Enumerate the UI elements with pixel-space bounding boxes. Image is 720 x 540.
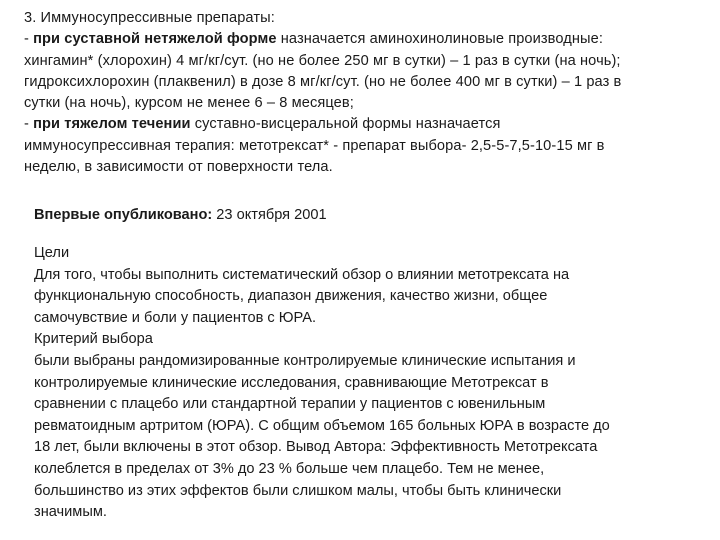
severe-form-line: - при тяжелом течении суставно-висцеральной формы назначается <box>24 116 501 133</box>
abstract-line: самочувствие и боли у пациентов с ЮРА. <box>34 309 317 326</box>
paragraph-line: гидроксихлорохин (плаквенил) в дозе 8 мг/кг/сут. (но не более 400 мг в сутки) – 1 раз в <box>24 73 622 90</box>
abstract-line: 18 лет, были включены в этот обзор. Вывод Автора: Эффективность Метотрексата <box>34 439 598 456</box>
abstract-line: были выбраны рандомизированные контролируемые клинические испытания и <box>34 352 576 369</box>
immunosuppressive-section <box>24 8 714 178</box>
mild-form-bold: при суставной нетяжелой форме <box>33 31 277 48</box>
abstract-line: Для того, чтобы выполнить систематический обзор о влиянии метотрексата на <box>34 266 570 283</box>
paragraph-line: неделю, в зависимости от поверхности тела. <box>24 159 333 176</box>
paragraph-line: иммуносупрессивная терапия: метотрексат* - препарат выбора- 2,5-5-7,5-10-15 мг в <box>24 137 605 154</box>
paragraph-line: сутки (на ночь), курсом не менее 6 – 8 месяцев; <box>24 95 354 112</box>
published-line <box>34 205 714 226</box>
abstract-section <box>34 243 714 524</box>
section-heading: 3. Иммуносупрессивные препараты: <box>24 10 275 26</box>
abstract-line: колеблется в пределах от 3% до 23 % больше чем плацебо. Тем не менее, <box>34 460 545 477</box>
mild-form-line: - при суставной нетяжелой форме назначается аминохинолиновые производные: <box>24 31 603 48</box>
paragraph-line: хингамин* (хлорохин) 4 мг/кг/сут. (но не более 250 мг в сутки) – 1 раз в сутки (на ночь); <box>24 52 621 69</box>
severe-form-bold: при тяжелом течении <box>33 116 191 133</box>
abstract-line: ревматоидным артритом (ЮРА). С общим объемом 165 больных ЮРА в возрасте до <box>34 417 610 434</box>
published-label: Впервые опубликовано: <box>34 207 213 223</box>
abstract-line: функциональную способность, диапазон движения, качество жизни, общее <box>34 288 548 305</box>
abstract-line: значимым. <box>34 504 107 521</box>
published-date: 23 октября 2001 <box>212 207 327 223</box>
abstract-line: Цели <box>34 245 70 261</box>
abstract-line: большинство из этих эффектов были слишком малы, чтобы быть клинически <box>34 482 562 499</box>
abstract-line: контролируемые клинические исследования, сравнивающие Метотрексат в <box>34 374 549 391</box>
abstract-line: Критерий выбора <box>34 331 153 348</box>
abstract-line: сравнении с плацебо или стандартной терапии у пациентов с ювенильным <box>34 396 546 413</box>
